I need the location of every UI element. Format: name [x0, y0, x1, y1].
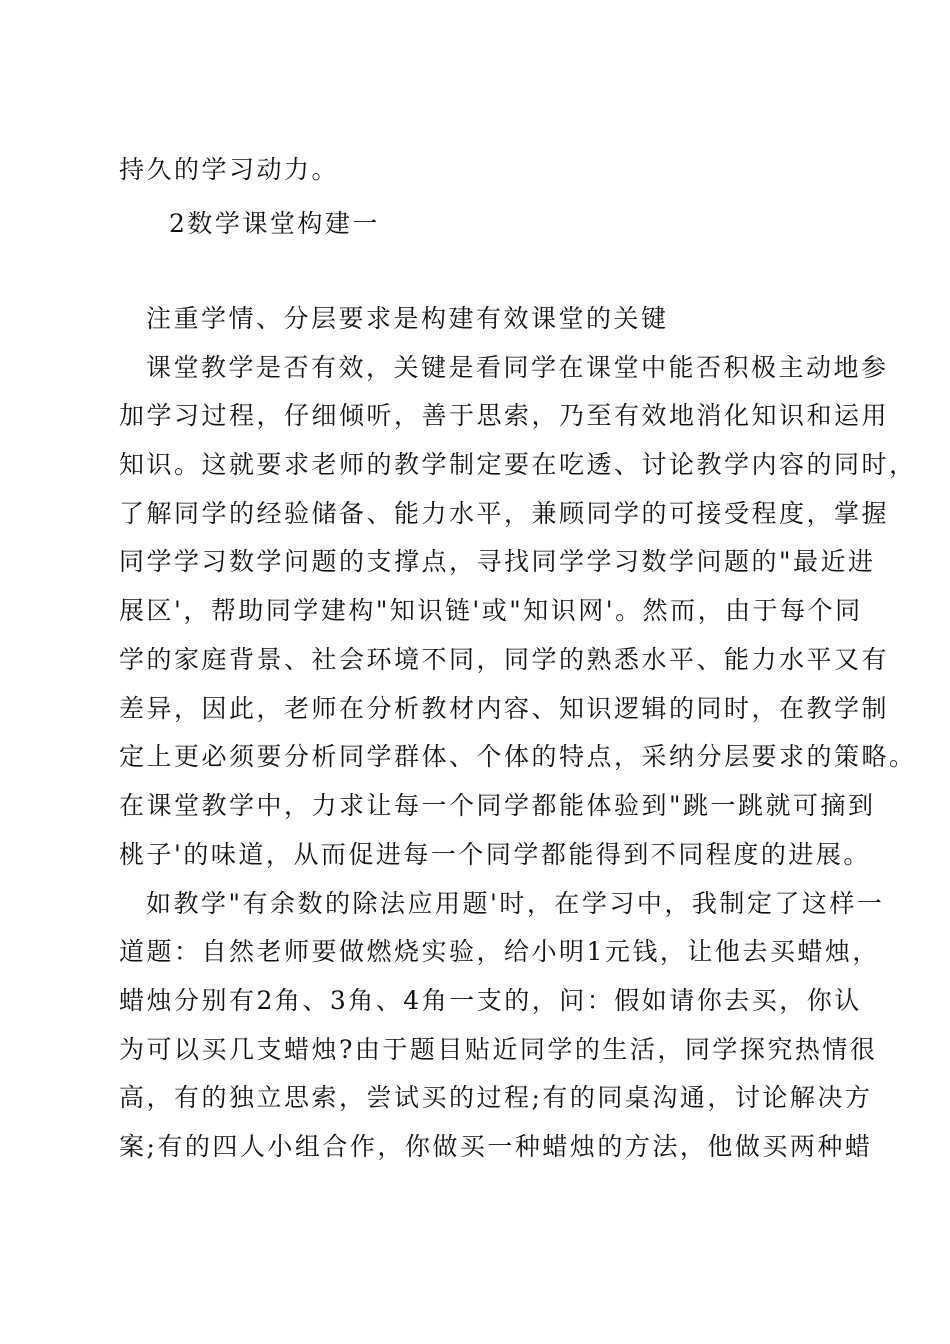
text-line-9: 展区'，帮助同学建构"知识链'或"知识网'。然而，由于每个同	[119, 596, 863, 625]
text-line-10: 学的家庭背景、社会环境不同，同学的熟悉水平、能力水平又有	[119, 645, 890, 674]
text-line-17: 蜡烛分别有2角、3角、4角一支的，问：假如请你去买，你认	[119, 986, 862, 1015]
text-line-18: 为可以买几支蜡烛?由于题目贴近同学的生活，同学探究热情很	[119, 1035, 878, 1064]
text-line-13: 在课堂教学中，力求让每一个同学都能体验到"跳一跳就可摘到	[119, 791, 876, 820]
text-line-4: 课堂教学是否有效，关键是看同学在课堂中能否积极主动地参	[146, 353, 889, 382]
subsection-heading: 注重学情、分层要求是构建有效课堂的关键	[146, 304, 669, 333]
text-line-19: 高，有的独立思索，尝试买的过程;有的同桌沟通，讨论解决方	[119, 1083, 873, 1112]
text-line-1: 持久的学习动力。	[119, 155, 340, 184]
text-line-7: 了解同学的经验储备、能力水平，兼顾同学的可接受程度，掌握	[119, 499, 890, 528]
text-line-20: 案;有的四人小组合作，你做买一种蜡烛的方法，他做买两种蜡	[119, 1132, 873, 1161]
text-line-16: 道题：自然老师要做燃烧实验，给小明1元钱，让他去买蜡烛，	[119, 937, 880, 966]
text-line-14: 桃子'的味道，从而促进每一个同学都能得到不同程度的进展。	[119, 840, 871, 869]
text-line-5: 加学习过程，仔细倾听，善于思索，乃至有效地消化知识和运用	[119, 401, 890, 430]
text-line-12: 定上更必须要分析同学群体、个体的特点，采纳分层要求的策略。	[119, 742, 917, 771]
text-line-15: 如教学"有余数的除法应用题'时，在学习中，我制定了这样一	[146, 889, 885, 918]
text-line-6: 知识。这就要求老师的教学制定要在吃透、讨论教学内容的同时，	[119, 450, 917, 479]
text-line-11: 差异，因此，老师在分析教材内容、知识逻辑的同时，在教学制	[119, 694, 890, 723]
section-heading: 2数学课堂构建一	[169, 209, 380, 238]
text-line-8: 同学学习数学问题的支撑点，寻找同学学习数学问题的"最近进	[119, 547, 876, 576]
